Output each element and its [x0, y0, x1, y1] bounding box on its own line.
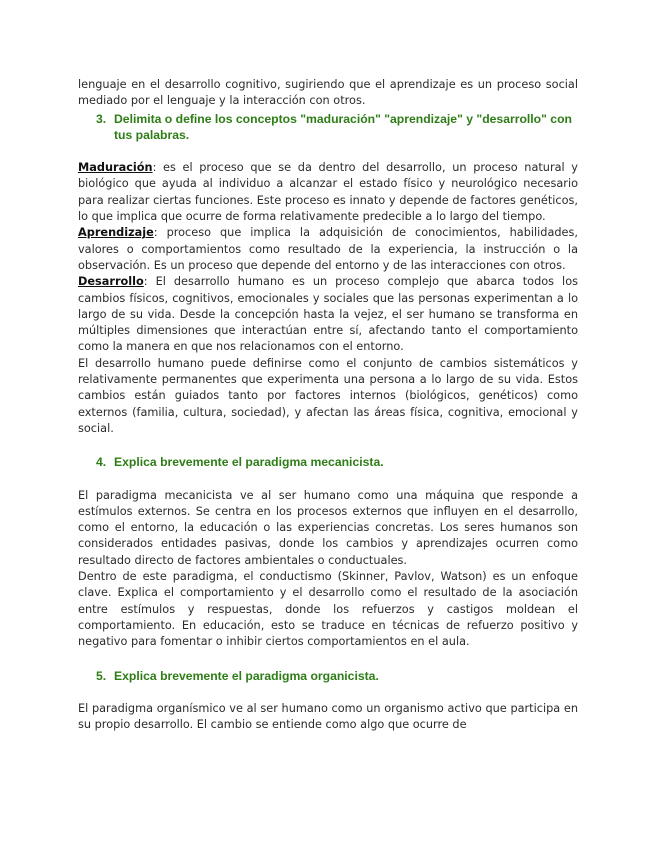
- mecanicista-paragraph-1: El paradigma mecanicista ve al ser humano como una máquina que responde a estímulos externos. Se centra en los procesos externos que influyen en el desarrollo, como el entorno, la educación o las experiencias concretas. Los seres humanos son considerados entidades pasivas, donde los cambios y aprendizajes ocurren como resultado directo de factores ambientales o conductuales.: [78, 488, 578, 567]
- question-4-title: Explica brevemente el paradigma mecanicista.: [114, 455, 384, 470]
- question-3-heading: [96, 111, 578, 144]
- question-4-heading: [96, 454, 578, 470]
- question-4-number: 4.: [96, 455, 107, 470]
- organicista-paragraph-1: El paradigma organísmico ve al ser humano como un organismo activo que participa en su propio desarrollo. El cambio se entiende como algo que ocurre de: [78, 701, 578, 732]
- intro-paragraph: lenguaje en el desarrollo cognitivo, sugiriendo que el aprendizaje es un proceso social mediado por el lenguaje y la interacción con otros.: [78, 78, 578, 108]
- desarrollo-term: Desarrollo: [78, 275, 144, 289]
- desarrollo-definition: [78, 274, 578, 355]
- document-body: [78, 77, 578, 733]
- aprendizaje-term: Aprendizaje: [78, 226, 154, 240]
- question-5-heading: [96, 668, 578, 684]
- maduracion-term: Maduración: [78, 161, 153, 175]
- question-5-title: Explica brevemente el paradigma organicista.: [114, 668, 379, 683]
- aprendizaje-definition: [78, 225, 578, 274]
- maduracion-text: : es el proceso que se da dentro del desarrollo, un proceso natural y biológico que ayuda al individuo a alcanzar el estado físico y neurológico necesario para realizar ciertas funciones. Este proceso es innato y depende de factores genéticos, lo que implica que ocurre de forma relativamente predecible a lo largo del tiempo.: [78, 161, 578, 224]
- aprendizaje-text: : proceso que implica la adquisición de conocimientos, habilidades, valores o comportamientos como resultado de la experiencia, la instrucción o la observación. Es un proceso que depende del entorno y de las interacciones con otros.: [78, 226, 578, 272]
- question-3-number: 3.: [96, 111, 107, 126]
- spacer: [78, 471, 578, 488]
- mecanicista-paragraph-2: Dentro de este paradigma, el conductismo (Skinner, Pavlov, Watson) es un enfoque clave. Explica el comportamiento y el desarrollo como el resultado de la asociación entre estímulos y respuestas, donde los refuerzos y castigos moldean el comportamiento. En educación, esto se traduce en técnicas de refuerzo positivo y negativo para fomentar o inhibir ciertos comportamientos en el aula.: [78, 570, 578, 649]
- desarrollo-extra-paragraph: El desarrollo humano puede definirse como el conjunto de cambios sistemáticos y relativamente permanentes que experimenta una persona a lo largo de su vida. Estos cambios están guiados tanto por factores internos (biológicos, genéticos) como externos (familia, cultura, sociedad), y afectan las áreas física, cognitiva, emocional y social.: [78, 356, 578, 435]
- desarrollo-text: : El desarrollo humano es un proceso complejo que abarca todos los cambios físicos, cognitivos, emocionales y sociales que las personas experimentan a lo largo de su vida. Desde la concepción hasta la vejez, el ser humano se transforma en múltiples dimensiones que interactúan entre sí, afectando tanto el comportamiento como la manera en que nos relacionamos con el entorno.: [78, 275, 578, 354]
- spacer: [78, 684, 578, 701]
- maduracion-definition: [78, 160, 578, 225]
- spacer: [78, 143, 578, 160]
- question-3-title: Delimita o define los conceptos "maduración" "aprendizaje" y "desarrollo" con tus palabras.: [114, 111, 572, 142]
- question-5-number: 5.: [96, 668, 107, 683]
